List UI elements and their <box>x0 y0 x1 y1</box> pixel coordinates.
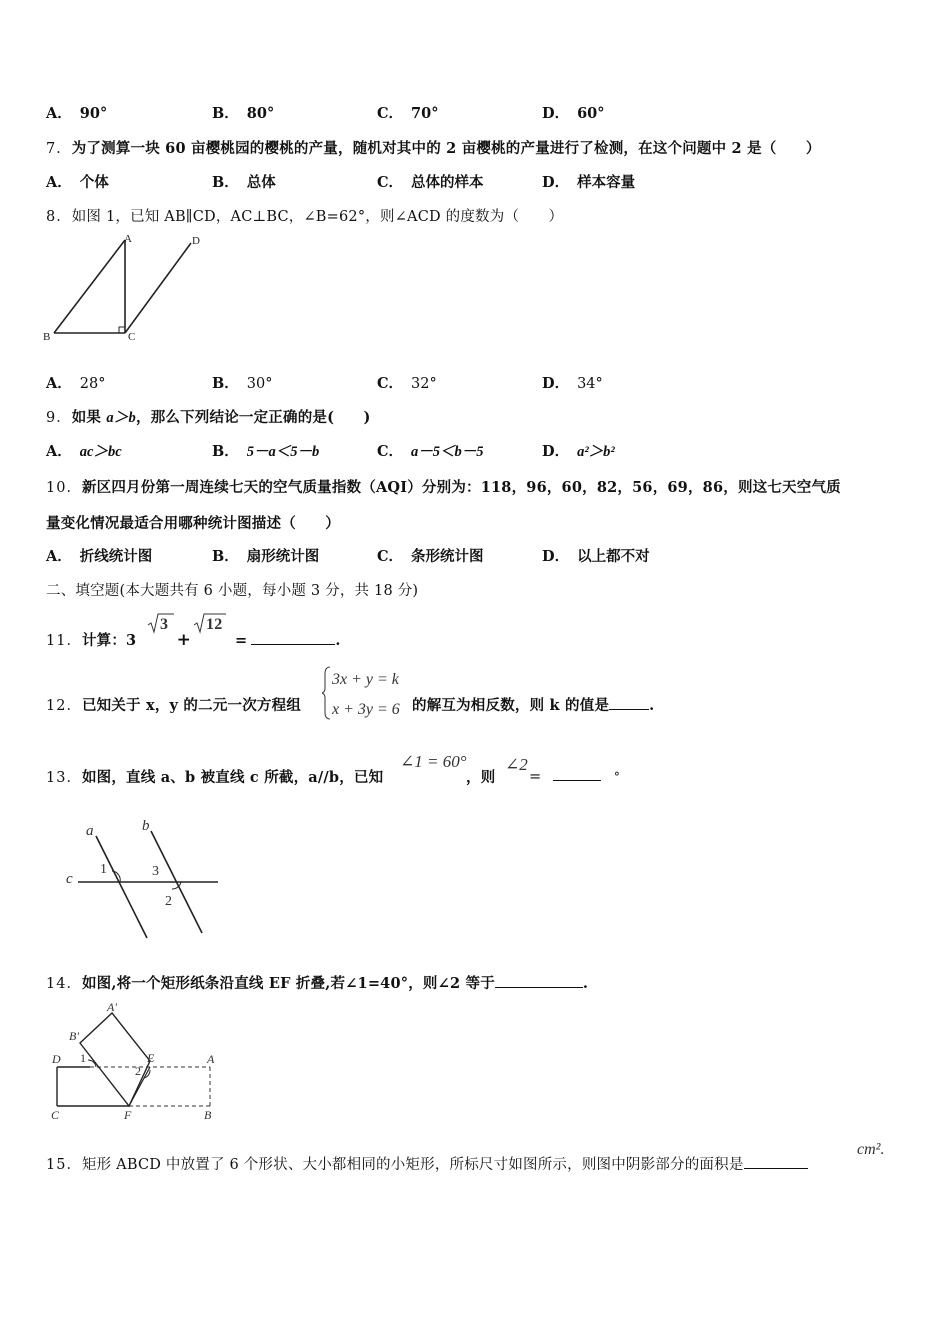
q13-figure <box>60 815 225 945</box>
q10-option-c[interactable]: C． 条形统计图 <box>377 548 484 565</box>
q6-option-c[interactable]: C． 70° <box>377 105 439 122</box>
q11-sqrt-3 <box>147 612 175 634</box>
q15-answer-blank[interactable] <box>744 1154 808 1169</box>
q8-label-c: C <box>128 331 136 343</box>
q14-end: . <box>582 975 589 992</box>
q10-text-line1: 新区四月份第一周连续七天的空气质量指数（AQI）分别为：118，96，60，82，56，69，86，则这七天空气质 <box>81 479 841 496</box>
q14-label-e: E <box>147 1051 155 1065</box>
q8-option-a[interactable]: A． 28° <box>46 375 106 392</box>
q10-option-a[interactable]: A． 折线统计图 <box>46 548 153 565</box>
q8-label-a: A <box>124 233 132 245</box>
q13-answer <box>529 766 620 785</box>
q10-option-b[interactable]: B． 扇形统计图 <box>212 548 320 565</box>
q9-condition: a＞b <box>106 410 136 426</box>
q13-text-pre: 如图，直线 a、b 被直线 c 所截，a//b，已知 <box>81 769 384 786</box>
q8-option-b[interactable]: B． 30° <box>212 375 273 392</box>
q13-label-2: 2 <box>165 894 172 909</box>
q13-line-a <box>96 836 147 938</box>
q12-end: . <box>649 697 655 714</box>
q12-equation-1: 3x + y = k <box>332 671 399 688</box>
q9-number: 9． <box>46 410 72 426</box>
q14-label-a-prime: A' <box>107 1000 117 1014</box>
svg-text:12: 12 <box>206 616 223 633</box>
q11-end: . <box>335 632 341 649</box>
q14-label-2: 2 <box>135 1064 141 1078</box>
q12-number: 12． <box>46 698 82 714</box>
q12-equation-2: x + 3y = 6 <box>332 701 400 718</box>
q13-text-mid: ，则 <box>466 769 496 786</box>
q14-folded-flap <box>80 1013 150 1106</box>
q7-option-a[interactable]: A． 个体 <box>46 174 109 191</box>
q15-number: 15． <box>46 1157 82 1173</box>
q12-answer-blank[interactable] <box>609 695 649 710</box>
q6-option-b[interactable]: B． 80° <box>212 105 275 122</box>
q10-stem-line2 <box>46 512 340 533</box>
q13-label-c: c <box>66 871 73 887</box>
q10-option-d[interactable]: D． 以上都不对 <box>542 548 650 565</box>
q14-label-b: B <box>204 1108 212 1122</box>
q8-segment-ab <box>54 240 125 333</box>
q15-stem <box>46 1153 808 1174</box>
q8-stem <box>46 205 563 226</box>
q11-answer-blank[interactable] <box>251 630 335 645</box>
q7-number: 7． <box>46 141 72 157</box>
q14-number: 14． <box>46 976 82 992</box>
q13-degree: ° <box>613 770 621 784</box>
q13-label-a: a <box>86 823 94 839</box>
q12-text-post: 的解互为相反数，则 k 的值是 <box>412 697 610 714</box>
q14-figure <box>44 1000 224 1125</box>
q14-label-b-prime: B' <box>69 1029 79 1043</box>
q15-unit: cm². <box>857 1141 885 1158</box>
q11-plus: + <box>176 630 192 650</box>
q14-label-d: D <box>52 1052 61 1066</box>
q8-number: 8． <box>46 209 72 225</box>
q12-stem <box>46 694 301 715</box>
q14-stem <box>46 972 588 993</box>
q14-label-c: C <box>51 1108 60 1122</box>
q7-option-d[interactable]: D． 样本容量 <box>542 174 636 191</box>
q11-number: 11． <box>46 633 82 649</box>
q13-answer-blank[interactable] <box>553 766 601 781</box>
q13-asked-angle: ∠2 <box>505 755 528 774</box>
q7-text: 为了测算一块 60 亩樱桃园的樱桃的产量，随机对其中的 2 亩樱桃的产量进行了检测，在这个问题中 2 是（ ） <box>71 140 821 157</box>
q14-text: 如图,将一个矩形纸条沿直线 EF 折叠,若∠1=40°，则∠2 等于 <box>81 975 495 992</box>
q8-text: 如图 1，已知 AB∥CD，AC⊥BC，∠B=62°，则∠ACD 的度数为（ ） <box>71 209 564 225</box>
q13-label-1: 1 <box>100 862 107 877</box>
q14-answer-blank[interactable] <box>495 973 583 988</box>
q7-option-b[interactable]: B． 总体 <box>212 174 276 191</box>
q11-text: 计算：3 <box>81 632 137 649</box>
q11-sqrt-12 <box>193 612 227 634</box>
q9-option-d[interactable]: D． a²＞b² <box>542 443 615 460</box>
q8-option-c[interactable]: C． 32° <box>377 375 437 392</box>
q10-number: 10． <box>46 480 82 496</box>
q8-figure <box>40 230 215 350</box>
q8-right-angle-mark <box>119 327 125 333</box>
q9-text-pre: 如果 <box>71 409 107 426</box>
q9-text-post: ，那么下列结论一定正确的是( ) <box>136 409 371 426</box>
q7-option-c[interactable]: C． 总体的样本 <box>377 174 484 191</box>
q13-number: 13． <box>46 770 82 786</box>
q12-text-pre: 已知关于 x，y 的二元一次方程组 <box>81 697 302 714</box>
q13-stem <box>46 766 383 787</box>
q13-given-angle: ∠1 = 60° <box>400 752 467 771</box>
q8-label-d: D <box>192 235 200 247</box>
q7-stem <box>46 137 821 158</box>
q11-equals: = <box>235 632 248 649</box>
q13-label-3: 3 <box>152 864 159 879</box>
section-2-heading: 二、填空题(本大题共有 6 小题，每小题 3 分，共 18 分) <box>46 583 419 599</box>
q10-text-line2: 量变化情况最适合用哪种统计图描述（ ） <box>46 515 340 532</box>
q15-text: 矩形 ABCD 中放置了 6 个形状、大小都相同的小矩形，所标尺寸如图所示，则图中阴影部分的面积是 <box>81 1157 744 1173</box>
q12-stem-post <box>412 694 654 715</box>
q10-stem-line1 <box>46 476 841 497</box>
q13-equals: = <box>529 769 542 785</box>
q9-option-c[interactable]: C． a－5＜b－5 <box>377 443 484 460</box>
q6-option-d[interactable]: D． 60° <box>542 105 605 122</box>
q11-stem <box>46 616 341 650</box>
q9-option-a[interactable]: A． ac＞bc <box>46 443 122 460</box>
q14-label-1: 1 <box>80 1051 86 1065</box>
q8-option-d[interactable]: D． 34° <box>542 375 603 392</box>
q14-label-f: F <box>124 1108 132 1122</box>
q8-label-b: B <box>43 331 51 343</box>
q8-segment-cd <box>125 243 191 333</box>
q12-equation-system <box>322 664 412 722</box>
q6-option-a[interactable]: A． 90° <box>46 105 108 122</box>
q14-label-a: A <box>207 1052 215 1066</box>
svg-text:3: 3 <box>159 616 168 633</box>
q13-label-b: b <box>142 818 150 834</box>
q9-stem <box>46 406 371 427</box>
q9-option-b[interactable]: B． 5－a＜5－b <box>212 443 320 460</box>
